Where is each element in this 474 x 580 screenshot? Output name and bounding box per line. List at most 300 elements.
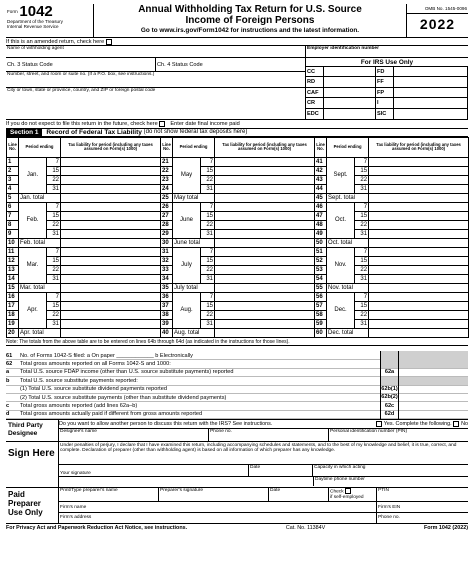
month-total-field[interactable]	[369, 283, 469, 292]
liability-field[interactable]	[369, 292, 469, 301]
period-day: 31	[47, 319, 61, 328]
period-day: 22	[47, 265, 61, 274]
liability-field[interactable]	[215, 157, 315, 166]
line-number: 26	[161, 202, 173, 211]
period-day: 15	[355, 166, 369, 175]
line-number: 52	[315, 256, 327, 265]
liability-field[interactable]	[369, 319, 469, 328]
table-row	[7, 310, 469, 319]
month-total-field[interactable]	[215, 283, 315, 292]
line-amount-field[interactable]	[398, 402, 468, 410]
table-row	[7, 166, 469, 175]
table-note: Note: The totals from the above table are to be entered on lines 64b through 64d (as indicated in the instructions for those lines).	[6, 338, 468, 346]
month-total-field[interactable]	[369, 238, 469, 247]
line-amount-field[interactable]	[398, 410, 468, 418]
designee-name-field[interactable]: Designee's name	[59, 429, 209, 442]
liability-field[interactable]	[369, 310, 469, 319]
col-header-line: Line No.	[161, 137, 173, 157]
amended-label: If this is an amended return, check here	[6, 38, 105, 45]
line-id: a	[6, 369, 10, 376]
future-checkbox[interactable]	[159, 121, 165, 127]
line-key: 62c	[380, 402, 398, 410]
period-day: 22	[47, 220, 61, 229]
line-number: 48	[315, 220, 327, 229]
amended-checkbox[interactable]	[106, 39, 112, 45]
line-id: b	[6, 377, 10, 384]
line-number: 36	[161, 292, 173, 301]
liability-field[interactable]	[369, 220, 469, 229]
goto-text: Go to www.irs.gov/Form1042 for instructions and the latest information.	[140, 27, 360, 34]
period-day: 15	[201, 211, 215, 220]
sign-section	[6, 441, 468, 487]
liability-field[interactable]	[369, 184, 469, 193]
designee-side-label: Third Party Designee	[8, 422, 43, 437]
line-number: 41	[315, 157, 327, 166]
line-number: 15	[7, 283, 19, 292]
summary-line	[6, 411, 468, 419]
line-number: 37	[161, 301, 173, 310]
period-day: 31	[201, 319, 215, 328]
line-amount-field[interactable]	[398, 385, 468, 393]
line-number: 14	[7, 274, 19, 283]
period-day: 31	[355, 274, 369, 283]
liability-field[interactable]	[215, 202, 315, 211]
line-amount-field[interactable]	[398, 393, 468, 401]
month-label: Mar.	[19, 247, 47, 283]
liability-field[interactable]	[61, 184, 161, 193]
liability-field[interactable]	[369, 175, 469, 184]
line-number: 31	[161, 247, 173, 256]
month-total-label: Feb. total	[19, 238, 61, 247]
form-id-footer: Form 1042 (2022)	[423, 525, 468, 532]
designee-section	[6, 419, 468, 441]
period-day: 22	[47, 175, 61, 184]
period-day: 31	[355, 184, 369, 193]
identification-block	[6, 46, 468, 120]
designee-no-label: No	[461, 421, 468, 428]
preparer-signature-field[interactable]: Preparer's signature	[159, 488, 269, 501]
line-number: 45	[315, 193, 327, 202]
liability-field[interactable]	[369, 211, 469, 220]
period-day: 15	[47, 256, 61, 265]
month-total-label: Aug. total	[173, 328, 215, 337]
liability-field[interactable]	[369, 274, 469, 283]
period-day: 22	[201, 265, 215, 274]
sign-here-label: Sign Here	[8, 448, 55, 460]
line-number: 11	[7, 247, 19, 256]
month-total-label: Apr. total	[19, 328, 61, 337]
line-number: 55	[315, 283, 327, 292]
amended-row	[6, 38, 468, 46]
period-day: 15	[355, 256, 369, 265]
final-date-label: Enter date final income paid	[170, 120, 240, 127]
period-day: 31	[201, 229, 215, 238]
period-day: 22	[201, 310, 215, 319]
agent-name-field[interactable]: Name of withholding agent	[7, 46, 64, 51]
period-day: 7	[201, 157, 215, 166]
liability-field[interactable]	[61, 274, 161, 283]
period-day: 31	[47, 274, 61, 283]
self-employed-checkbox[interactable]	[345, 488, 351, 494]
period-day: 7	[47, 247, 61, 256]
period-day: 15	[355, 301, 369, 310]
period-day: 7	[201, 202, 215, 211]
period-day: 22	[201, 175, 215, 184]
table-row	[7, 184, 469, 193]
form-label: Form	[7, 8, 18, 14]
table-row	[7, 175, 469, 184]
liability-field[interactable]	[369, 265, 469, 274]
designee-pin-field[interactable]: Personal identification number (PIN)	[330, 429, 408, 435]
liability-field[interactable]	[61, 157, 161, 166]
liability-field[interactable]	[61, 247, 161, 256]
liability-field[interactable]	[215, 211, 315, 220]
month-total-label: Oct. total	[327, 238, 369, 247]
liability-field[interactable]	[61, 166, 161, 175]
line-key: 62b(1)	[381, 386, 398, 393]
liability-field[interactable]	[61, 292, 161, 301]
dept-text: Department of the Treasury	[7, 19, 63, 24]
period-day: 7	[355, 202, 369, 211]
liability-field[interactable]	[61, 220, 161, 229]
liability-field[interactable]	[61, 229, 161, 238]
liability-field[interactable]	[215, 301, 315, 310]
period-day: 31	[355, 229, 369, 238]
firm-ein-field[interactable]: Firm's EIN	[378, 505, 401, 511]
irs-code: CC	[306, 67, 324, 77]
month-label: July	[173, 247, 201, 283]
irs-code: SIC	[376, 109, 394, 119]
form-footer	[6, 523, 468, 531]
line-amount-field[interactable]	[398, 368, 468, 376]
line-number: 27	[161, 211, 173, 220]
line-number: 3	[7, 175, 19, 184]
line-text: Total gross amounts actually paid if different from gross amounts reported	[20, 411, 203, 418]
line-number: 39	[161, 319, 173, 328]
table-row	[7, 328, 469, 337]
section1-title: Record of Federal Tax Liability	[46, 128, 142, 136]
line-key: 62a	[380, 368, 398, 376]
liability-field[interactable]	[61, 175, 161, 184]
liability-field[interactable]	[61, 202, 161, 211]
liability-field[interactable]	[369, 166, 469, 175]
liability-field[interactable]	[215, 229, 315, 238]
month-total-label: July total	[173, 283, 215, 292]
line-number: 30	[161, 238, 173, 247]
summary-lines	[6, 352, 468, 419]
table-row	[7, 283, 469, 292]
preparer-phone-field[interactable]: Phone no.	[378, 515, 400, 521]
period-day: 15	[47, 166, 61, 175]
period-day: 15	[47, 211, 61, 220]
line-number: 43	[315, 175, 327, 184]
designee-no-checkbox[interactable]	[453, 421, 459, 427]
line-number: 60	[315, 328, 327, 337]
section1-note: (do not show federal tax deposits here)	[143, 129, 248, 136]
col-header-period: Period ending	[19, 137, 61, 157]
month-label: Nov.	[327, 247, 355, 283]
month-total-field[interactable]	[61, 238, 161, 247]
line-number: 58	[315, 310, 327, 319]
line-number: 49	[315, 229, 327, 238]
col-header-liability: Tax liability for period (including any taxes assumed on Form(s) 1000)	[369, 137, 469, 157]
line-number: 17	[7, 301, 19, 310]
period-day: 7	[355, 157, 369, 166]
period-day: 7	[355, 292, 369, 301]
table-row	[7, 220, 469, 229]
month-total-field[interactable]	[215, 328, 315, 337]
signature-field[interactable]: Your signature	[59, 465, 249, 476]
irs-code: CR	[306, 98, 324, 108]
col-header-liability: Tax liability for period (including any taxes assumed on Form(s) 1000)	[215, 137, 315, 157]
line-number: 51	[315, 247, 327, 256]
irs-code: EDC	[306, 109, 324, 119]
line-number: 28	[161, 220, 173, 229]
liability-field[interactable]	[369, 157, 469, 166]
line-number: 32	[161, 256, 173, 265]
liability-field[interactable]	[369, 229, 469, 238]
month-label: June	[173, 202, 201, 238]
table-row	[7, 256, 469, 265]
liability-field[interactable]	[61, 319, 161, 328]
month-total-label: Sept. total	[327, 193, 369, 202]
line-amount-field	[398, 377, 468, 385]
sign-date-field[interactable]: Date	[249, 465, 313, 476]
line-number: 12	[7, 256, 19, 265]
designee-question: Do you want to allow another person to discuss this return with the IRS? See instructions.	[59, 421, 273, 428]
designee-phone-field[interactable]: Phone no.	[209, 429, 329, 442]
period-day: 22	[355, 265, 369, 274]
line-number: 25	[161, 193, 173, 202]
line-number: 34	[161, 274, 173, 283]
firm-address-field[interactable]: Firm's address	[59, 513, 377, 523]
table-row	[7, 157, 469, 166]
liability-field[interactable]	[61, 301, 161, 310]
line-text: Total gross amounts reported on all Forms 1042-S and 1000:	[20, 361, 171, 368]
address-field[interactable]: Number, street, and room or suite no. (If a P.O. box, see instructions.)	[6, 72, 305, 88]
liability-field[interactable]	[369, 301, 469, 310]
line-number: 22	[161, 166, 173, 175]
table-row	[7, 319, 469, 328]
form-title-1: Annual Withholding Tax Return for U.S. Source	[138, 4, 362, 15]
month-total-field[interactable]	[61, 328, 161, 337]
preparer-date-field[interactable]: Date	[269, 488, 329, 501]
month-total-field[interactable]	[369, 193, 469, 202]
line-key	[380, 360, 398, 368]
month-label: Aug.	[173, 292, 201, 328]
city-field[interactable]: City or town, state or province, country, and ZIP or foreign postal code	[7, 88, 156, 93]
irs-use-grid	[306, 67, 468, 119]
period-day: 15	[201, 166, 215, 175]
line-number: 50	[315, 238, 327, 247]
period-day: 15	[355, 211, 369, 220]
month-total-label: May total	[173, 193, 215, 202]
line-text: Total gross amounts reported (add lines 62a–b)	[20, 402, 138, 409]
irs-code: CAF	[306, 88, 324, 98]
line-number: 57	[315, 301, 327, 310]
line-number: 56	[315, 292, 327, 301]
period-day: 7	[201, 292, 215, 301]
col-header-period: Period ending	[173, 137, 215, 157]
line-text: No. of Forms 1042-S filed: a On paper ____________ b Electronically	[20, 352, 193, 359]
line-number: 16	[7, 292, 19, 301]
liability-field[interactable]	[61, 256, 161, 265]
line-number: 38	[161, 310, 173, 319]
line-key: 62b(2)	[381, 394, 398, 401]
liability-field[interactable]	[215, 184, 315, 193]
self-employed-label: Check	[330, 489, 344, 495]
liability-field[interactable]	[61, 211, 161, 220]
month-total-field[interactable]	[61, 193, 161, 202]
irs-code: FP	[376, 88, 394, 98]
capacity-field[interactable]: Capacity in which acting	[314, 465, 366, 471]
table-row	[7, 211, 469, 220]
line-number: 59	[315, 319, 327, 328]
liability-table	[6, 137, 469, 338]
period-day: 7	[47, 292, 61, 301]
period-day: 31	[47, 184, 61, 193]
period-day: 31	[47, 229, 61, 238]
line-number: 54	[315, 274, 327, 283]
line-number: 21	[161, 157, 173, 166]
ch3-status-field[interactable]: Ch. 3 Status Code	[6, 58, 156, 71]
month-total-label: Mar. total	[19, 283, 61, 292]
col-header-line: Line No.	[315, 137, 327, 157]
irs-code: RD	[306, 77, 324, 87]
month-label: Oct.	[327, 202, 355, 238]
tax-year: 2022	[419, 16, 456, 33]
ein-label: Employer identification number	[307, 46, 379, 51]
month-total-field[interactable]	[61, 283, 161, 292]
liability-field[interactable]	[369, 247, 469, 256]
period-day: 7	[355, 247, 369, 256]
liability-field[interactable]	[215, 310, 315, 319]
form-title-2: Income of Foreign Persons	[185, 14, 315, 26]
section1-label: Section 1	[6, 128, 42, 137]
privacy-notice: For Privacy Act and Paperwork Reduction Act Notice, see instructions.	[6, 525, 188, 532]
month-total-label: Dec. total	[327, 328, 369, 337]
month-label: May	[173, 157, 201, 193]
line-text: Total U.S. source substitute payments reported:	[20, 377, 138, 384]
period-day: 15	[47, 301, 61, 310]
ch4-status-field[interactable]: Ch. 4 Status Code	[157, 62, 203, 68]
liability-field[interactable]	[215, 166, 315, 175]
month-label: Dec.	[327, 292, 355, 328]
period-day: 22	[355, 220, 369, 229]
future-label: If you do not expect to file this return in the future, check here	[6, 120, 158, 127]
liability-field[interactable]	[215, 256, 315, 265]
liability-field[interactable]	[215, 247, 315, 256]
col-header-line: Line No.	[7, 137, 19, 157]
period-day: 31	[355, 319, 369, 328]
cat-number: Cat. No. 11384V	[285, 525, 326, 532]
future-row	[6, 120, 468, 128]
month-total-field[interactable]	[369, 328, 469, 337]
irs-code: I	[376, 98, 394, 108]
liability-field[interactable]	[369, 202, 469, 211]
period-day: 7	[47, 157, 61, 166]
liability-field[interactable]	[61, 310, 161, 319]
omb-number: OMB No. 1545-0096	[407, 4, 468, 14]
irs-use-title: For IRS Use Only	[306, 58, 468, 67]
line-number: 1	[7, 157, 19, 166]
line-number: 9	[7, 229, 19, 238]
preparer-side-label: Paid Preparer Use Only	[8, 490, 43, 518]
line-id: c	[6, 402, 10, 409]
liability-field[interactable]	[215, 175, 315, 184]
perjury-statement: Under penalties of perjury, I declare that I have examined this return, including accompanying schedules and statements, and to the best of my knowledge and belief, it is true, correct, and complete. Declaration of preparer (other than withholding agent) is based on all information of which preparer has any knowledge.	[60, 443, 457, 454]
line-text: (1) Total U.S. source substitute dividend payments reported	[20, 386, 167, 393]
liability-field[interactable]	[215, 319, 315, 328]
period-day: 31	[201, 274, 215, 283]
table-row	[7, 265, 469, 274]
line-number: 5	[7, 193, 19, 202]
daytime-phone-field[interactable]: Daytime phone number	[313, 477, 468, 486]
period-day: 22	[201, 220, 215, 229]
preparer-name-field[interactable]: Print/Type preparer's name	[59, 488, 159, 501]
line-number: 29	[161, 229, 173, 238]
designee-yes-checkbox[interactable]	[376, 421, 382, 427]
line-amount-field	[398, 351, 468, 359]
liability-field[interactable]	[215, 292, 315, 301]
liability-field[interactable]	[215, 220, 315, 229]
line-number: 24	[161, 184, 173, 193]
line-key	[380, 377, 398, 385]
table-row	[7, 229, 469, 238]
line-number: 10	[7, 238, 19, 247]
period-day: 15	[201, 301, 215, 310]
line-text: (2) Total U.S. source substitute payments (other than substitute dividend payments)	[20, 394, 227, 401]
month-total-field[interactable]	[215, 238, 315, 247]
month-label: Feb.	[19, 202, 47, 238]
form-page	[6, 4, 468, 576]
section1-header	[6, 128, 468, 137]
designee-yes-label: Yes. Complete the following.	[383, 421, 452, 428]
liability-field[interactable]	[369, 256, 469, 265]
line-id: 61	[6, 352, 13, 359]
line-number: 8	[7, 220, 19, 229]
month-total-field[interactable]	[215, 193, 315, 202]
line-number: 42	[315, 166, 327, 175]
line-amount-field	[398, 360, 468, 368]
period-day: 22	[355, 175, 369, 184]
liability-field[interactable]	[215, 274, 315, 283]
period-day: 7	[201, 247, 215, 256]
period-day: 7	[47, 202, 61, 211]
line-number: 7	[7, 211, 19, 220]
line-number: 40	[161, 328, 173, 337]
line-number: 47	[315, 211, 327, 220]
period-day: 22	[355, 310, 369, 319]
ptin-field[interactable]: PTIN	[378, 488, 389, 494]
liability-field[interactable]	[61, 265, 161, 274]
table-row	[7, 292, 469, 301]
line-number: 20	[7, 328, 19, 337]
form-number: 1042	[19, 3, 53, 20]
table-row	[7, 301, 469, 310]
firm-name-field[interactable]: Firm's name	[59, 502, 377, 512]
month-label: Sept.	[327, 157, 355, 193]
month-total-label: Jan. total	[19, 193, 61, 202]
col-header-liability: Tax liability for period (including any taxes assumed on Form(s) 1000)	[61, 137, 161, 157]
liability-field[interactable]	[215, 265, 315, 274]
line-number: 4	[7, 184, 19, 193]
period-day: 31	[201, 184, 215, 193]
line-number: 6	[7, 202, 19, 211]
irs-code: FF	[376, 77, 394, 87]
table-row	[7, 238, 469, 247]
line-number: 18	[7, 310, 19, 319]
